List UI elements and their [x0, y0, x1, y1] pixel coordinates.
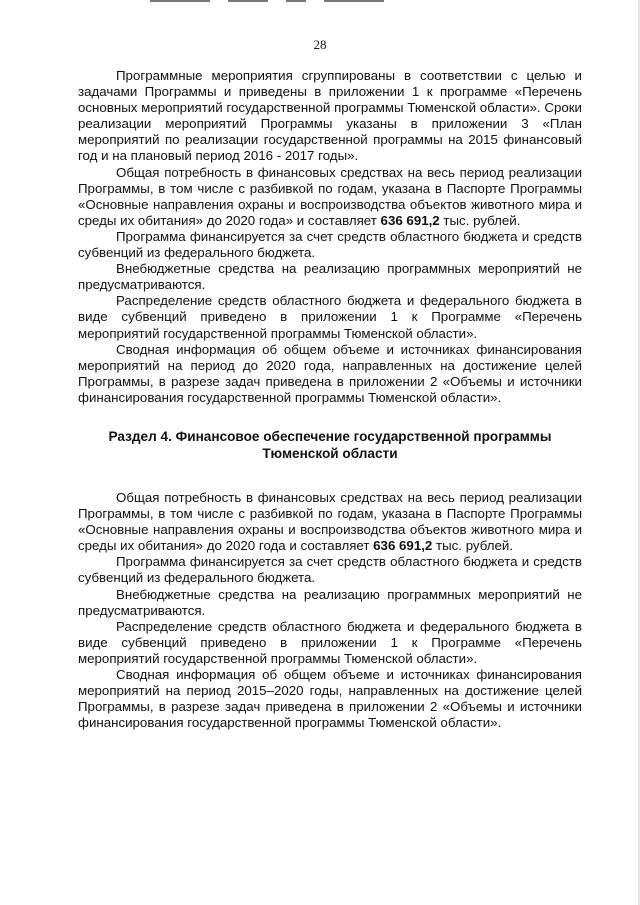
- paragraph: Распределение средств областного бюджета и федерального бюджета в виде субвенций приведено в приложении 1 к Программе «Перечень мероприятий государственной программы Тюменской области».: [78, 293, 582, 341]
- scan-artifact: [150, 0, 430, 3]
- paragraph: Программа финансируется за счет средств областного бюджета и средств субвенций из федерального бюджета.: [78, 554, 582, 586]
- section-heading: Раздел 4. Финансовое обеспечение государственной программы Тюменской области: [108, 428, 552, 461]
- paragraph: Общая потребность в финансовых средствах на весь период реализации Программы, в том числе с разбивкой по годам, указана в Паспорте Программы «Основные направления охраны и воспроизводства объектов животного мира и среды их обитания» до 2020 года и составляет 636 691,2 тыс. рублей.: [78, 489, 582, 554]
- page-number: 28: [313, 37, 327, 52]
- amount: 636 691,2: [373, 538, 433, 554]
- paragraph: Внебюджетные средства на реализацию программных мероприятий не предусматриваются.: [78, 586, 582, 618]
- paragraph: Общая потребность в финансовых средствах на весь период реализации Программы, в том числе с разбивкой по годам, указана в Паспорте Программы «Основные направления охраны и воспроизводства объектов животного мира и среды их обитания» до 2020 года» и составляет 636 691,2 тыс. рублей.: [78, 164, 582, 228]
- paragraph: Сводная информация об общем объеме и источниках финансирования мероприятий на период до 2020 года, направленных на достижение целей Программы, в разрезе задач приведена в приложении 2 «Объемы и источники финансирования государственной программы Тюменской области».: [78, 341, 582, 405]
- paragraph: Распределение средств областного бюджета и федерального бюджета в виде субвенций приведено в приложении 1 к Программе «Перечень мероприятий государственной программы Тюменской области».: [78, 618, 582, 666]
- paragraph: Внебюджетные средства на реализацию программных мероприятий не предусматриваются.: [78, 261, 582, 293]
- paragraph: Сводная информация об общем объеме и источниках финансирования мероприятий на период 2015–2020 годы, направленных на достижение целей Программы, в разрезе задач приведена в приложении 2 «Объемы и источники финансирования государственной программы Тюменской области».: [78, 667, 582, 731]
- document-body: [78, 68, 582, 731]
- amount: 636 691,2: [380, 212, 440, 228]
- paragraph: Программные мероприятия сгруппированы в соответствии с целью и задачами Программы и приведены в приложении 1 к программе «Перечень основных мероприятий государственной программы Тюменской области». Сроки реализации мероприятий Программы указаны в приложении 3 «План мероприятий по реализации государственной программы на 2015 финансовый год и на плановый период 2016 - 2017 годы».: [78, 68, 582, 164]
- paragraph: Программа финансируется за счет средств областного бюджета и средств субвенций из федерального бюджета.: [78, 228, 582, 261]
